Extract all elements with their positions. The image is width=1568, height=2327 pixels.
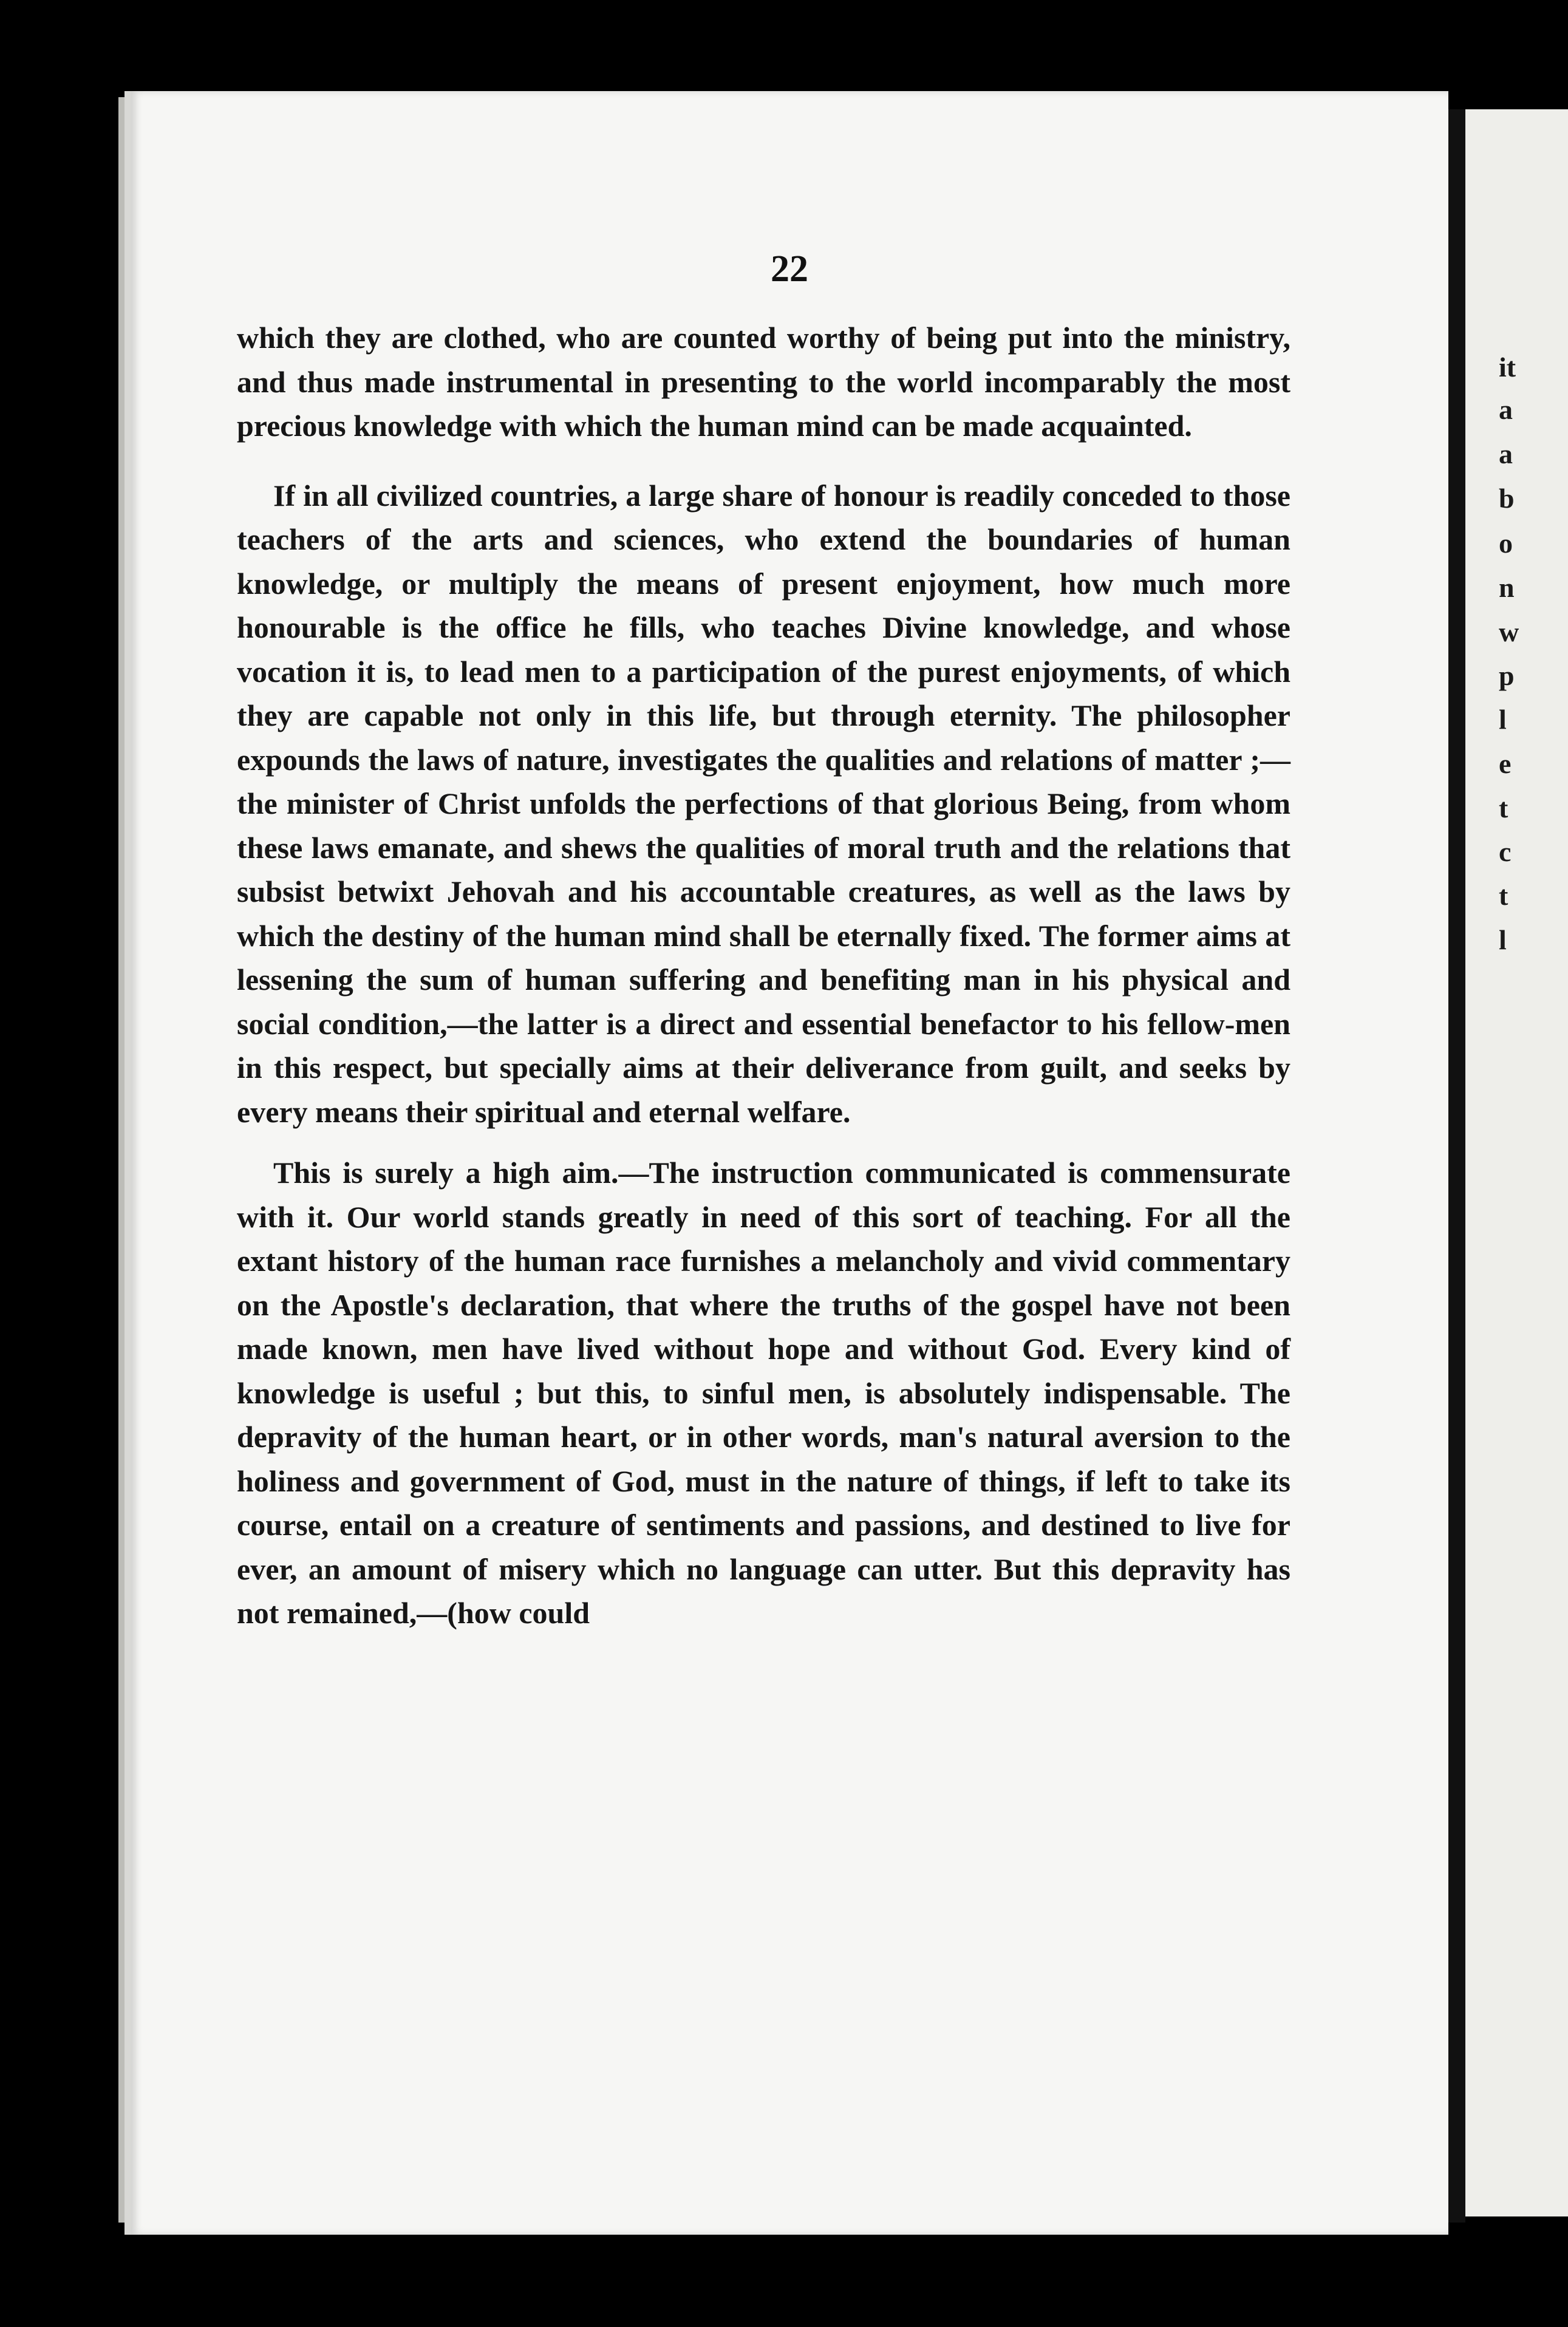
facing-page-fragment: b bbox=[1499, 483, 1515, 514]
paragraph-1: which they are clothed, who are counted worthy of being put into the ministry, and thus made instrumental in presenting to the world incomparably the most precious knowledge with which the human mind can be made acquainted. bbox=[237, 321, 1290, 443]
paragraph-2: If in all civilized countries, a large share of honour is readily conceded to those teachers of the arts and sciences, who extend the boundaries of human knowledge, or multiply the means of present enjoyment, how much more honourable is the office he fills, who teaches Divine knowledge, and whose vocation it is, to lead men to a participation of the purest enjoyments, of which they are capable not only in this life, but through eternity. The philosopher expounds the laws of nature, investigates the qualities and relations of matter ;—the minister of Christ unfolds the perfections of that glorious Being, from whom these laws emanate, and shews the qualities of moral truth and the relations that subsist betwixt Jehovah and his accountable creatures, as well as the laws by which the destiny of the human mind shall be eternally fixed. The former aims at lessening the sum of human suffering and benefiting man in his physical and social condition,—the latter is a direct and essential benefactor to his fellow-men in this respect, but specially aims at their deliverance from guilt, and seeks by every means their spiritual and eternal welfare. bbox=[237, 478, 1290, 1129]
facing-page-fragment: a bbox=[1499, 438, 1513, 469]
facing-page-fragment: l bbox=[1499, 704, 1507, 735]
page-number: 22 bbox=[771, 248, 808, 290]
facing-page-fragment: it bbox=[1499, 352, 1516, 383]
facing-page-fragment: n bbox=[1499, 572, 1515, 603]
facing-page-edge bbox=[1465, 109, 1568, 2216]
facing-page-fragment: c bbox=[1499, 836, 1512, 867]
facing-page-fragment: w bbox=[1499, 616, 1519, 647]
facing-page-fragment: p bbox=[1499, 660, 1515, 691]
page-body bbox=[237, 316, 1290, 1652]
paragraph-3: This is surely a high aim.—The instruction communicated is commensurate with it. Our world stands greatly in need of this sort of teaching. For all the extant history of the human race furnishes a melancholy and vivid commentary on the Apostle's declaration, that where the truths of the gospel have not been made known, men have lived without hope and without God. Every kind of knowledge is useful ; but this, to sinful men, is absolutely indispensable. The depravity of the human heart, or in other words, man's natural aversion to the holiness and government of God, must in the nature of things, if left to take its course, entail on a creature of sentiments and passions, and destined to live for ever, an amount of misery which no language can utter. But this depravity has not remained,—(how could bbox=[237, 1156, 1290, 1630]
facing-page-fragment: e bbox=[1499, 748, 1512, 779]
facing-page-fragment: l bbox=[1499, 924, 1507, 955]
facing-page-fragment: a bbox=[1499, 394, 1513, 425]
facing-page-fragment: t bbox=[1499, 792, 1508, 823]
facing-page-fragment: o bbox=[1499, 528, 1513, 559]
facing-page-fragment: t bbox=[1499, 880, 1508, 911]
book-gutter bbox=[1448, 109, 1465, 2223]
